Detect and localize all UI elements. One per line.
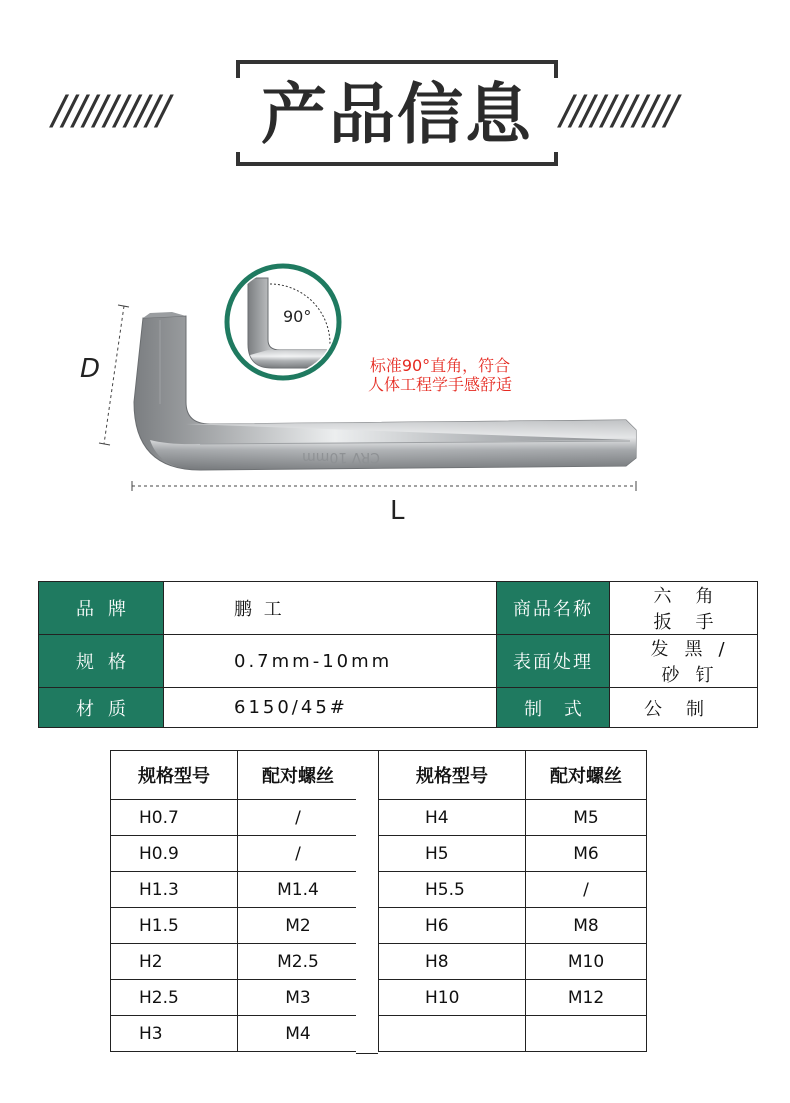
table-row: [379, 872, 647, 908]
spec-table: [38, 581, 758, 728]
table-row: [379, 800, 647, 836]
size-model: H4: [379, 800, 526, 836]
size-screw: M2.5: [238, 944, 359, 980]
size-model: H0.9: [111, 836, 238, 872]
size-screw: M10: [526, 944, 647, 980]
table-row: [379, 836, 647, 872]
table-row: [111, 1016, 359, 1052]
spec-value: 公制: [610, 688, 758, 728]
spec-row: [39, 635, 758, 688]
dimension-d-label: D: [80, 354, 101, 384]
size-screw: M3: [238, 980, 359, 1016]
size-header-screw: 配对螺丝: [238, 751, 359, 800]
spec-label: 商品名称: [497, 582, 610, 635]
spec-label: 规格: [39, 635, 164, 688]
size-table-left: [110, 750, 359, 1052]
size-screw: [526, 1016, 647, 1052]
spec-value: 鹏 工: [164, 582, 497, 635]
spec-value: 0.7mm-10mm: [164, 635, 497, 688]
table-row: [111, 944, 359, 980]
size-header-screw: 配对螺丝: [526, 751, 647, 800]
size-model: [379, 1016, 526, 1052]
size-model: H8: [379, 944, 526, 980]
spec-value: 6150/45#: [164, 688, 497, 728]
size-screw: /: [526, 872, 647, 908]
spec-row: [39, 582, 758, 635]
size-model: H5.5: [379, 872, 526, 908]
feature-note-line1: 标准90°直角，符合: [369, 356, 511, 375]
size-model: H6: [379, 908, 526, 944]
size-model: H10: [379, 980, 526, 1016]
size-screw: /: [238, 800, 359, 836]
size-screw: M4: [238, 1016, 359, 1052]
size-header-model: 规格型号: [379, 751, 526, 800]
size-model: H2.5: [111, 980, 238, 1016]
table-row: [111, 836, 359, 872]
engraving-text: CRV 10mm: [302, 449, 380, 465]
size-model: H5: [379, 836, 526, 872]
header-slashes-right: ///////////: [560, 88, 676, 134]
size-table-right: [378, 750, 647, 1052]
size-model: H0.7: [111, 800, 238, 836]
feature-note: [350, 356, 530, 394]
spec-row: [39, 688, 758, 728]
size-model: H1.5: [111, 908, 238, 944]
feature-note-line2: 人体工程学手感舒适: [367, 375, 512, 394]
size-table-header: [111, 751, 359, 800]
table-row: [379, 944, 647, 980]
size-screw: M1.4: [238, 872, 359, 908]
table-row: [379, 1016, 647, 1052]
spec-label: 制 式: [497, 688, 610, 728]
size-screw: M5: [526, 800, 647, 836]
size-screw: M12: [526, 980, 647, 1016]
header-slashes-left: ///////////: [52, 88, 168, 134]
size-model: H1.3: [111, 872, 238, 908]
dimension-l-label: L: [390, 496, 405, 526]
size-model: H3: [111, 1016, 238, 1052]
page-title: 产品信息: [236, 78, 558, 152]
size-screw: M2: [238, 908, 359, 944]
spec-label: 品牌: [39, 582, 164, 635]
size-table-header: [379, 751, 647, 800]
table-row: [111, 908, 359, 944]
size-screw: /: [238, 836, 359, 872]
angle-label: 90°: [283, 307, 312, 326]
spec-label: 材质: [39, 688, 164, 728]
dimension-d-line: [99, 305, 129, 445]
dimension-l-line: [132, 481, 636, 491]
table-row: [111, 800, 359, 836]
size-screw: M6: [526, 836, 647, 872]
table-row: [379, 980, 647, 1016]
size-model: H2: [111, 944, 238, 980]
table-row: [379, 908, 647, 944]
size-screw: M8: [526, 908, 647, 944]
table-row: [111, 980, 359, 1016]
size-header-model: 规格型号: [111, 751, 238, 800]
spec-value: 发黑/砂钉: [610, 635, 758, 688]
spec-label: 表面处理: [497, 635, 610, 688]
table-gap: [356, 750, 378, 1054]
table-row: [111, 872, 359, 908]
spec-value: 六角扳手: [610, 582, 758, 635]
